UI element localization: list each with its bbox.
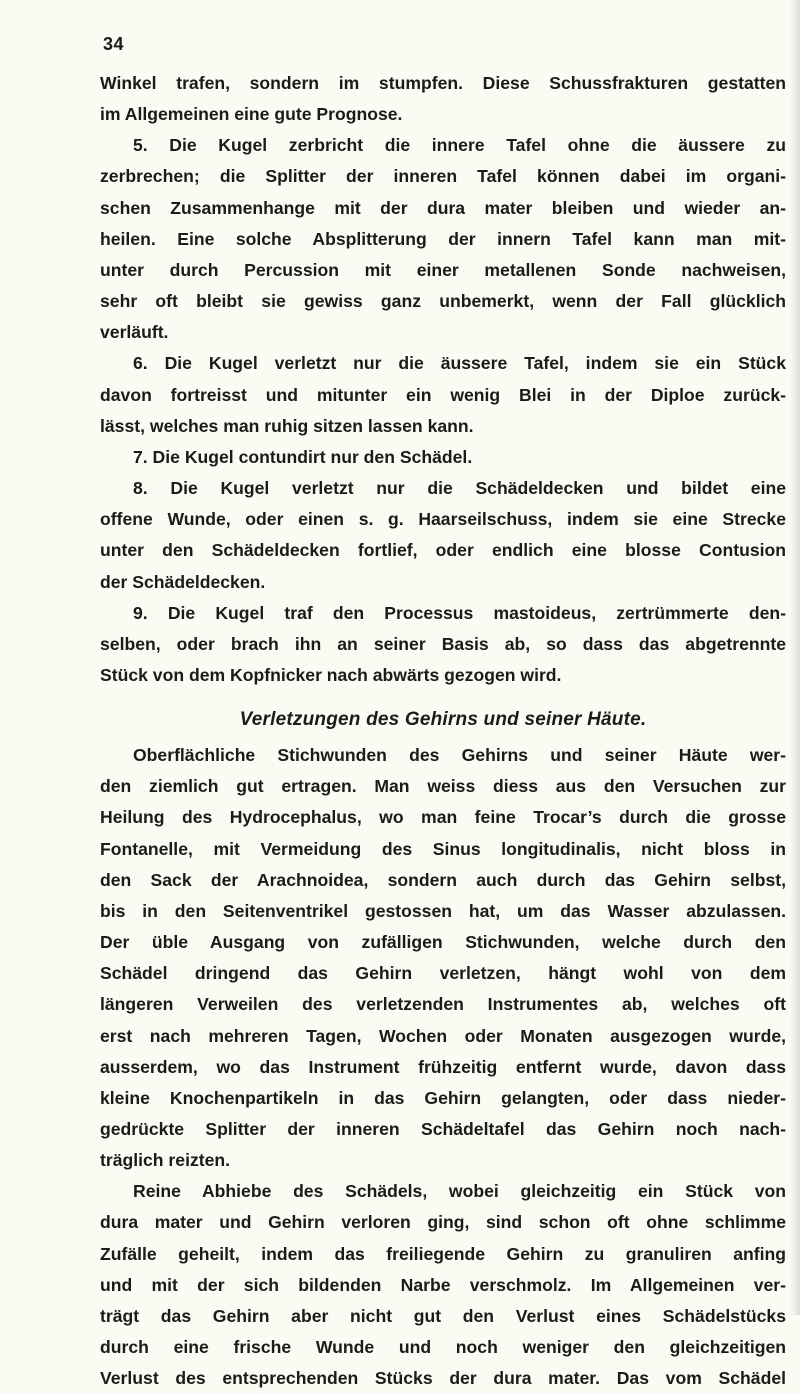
text-line: kleine Knochenpartikeln in das Gehirn gelangten, oder dass nieder- — [100, 1087, 786, 1108]
text-line: Schädel dringend das Gehirn verletzen, hängt wohl von dem — [100, 963, 786, 984]
text-line: unter durch Percussion mit einer metallenen Sonde nachweisen, — [100, 259, 786, 280]
text-line: verläuft. — [100, 322, 169, 343]
text-line: lässt, welches man ruhig sitzen lassen kann. — [100, 415, 474, 436]
text-line: trägt das Gehirn aber nicht gut den Verlust eines Schädelstücks — [100, 1305, 786, 1326]
text-line: Zufälle geheilt, indem das freiliegende Gehirn zu granuliren anfing — [100, 1243, 786, 1264]
text-line: offene Wunde, oder einen s. g. Haarseilschuss, indem sie eine Strecke — [100, 509, 786, 530]
text-line: längeren Verweilen des verletzenden Instrumentes ab, welches oft — [100, 994, 786, 1015]
text-line: Fontanelle, mit Vermeidung des Sinus longitudinalis, nicht bloss in — [100, 838, 786, 859]
text-line: Heilung des Hydrocephalus, wo man feine Trocar’s durch die grosse — [100, 807, 786, 828]
page-edge-shadow — [790, 0, 800, 1315]
text-line: 9. Die Kugel traf den Processus mastoideus, zertrümmerte den- — [133, 602, 786, 623]
paragraph — [100, 740, 786, 1176]
text-line: gedrückte Splitter der inneren Schädeltafel das Gehirn noch nach- — [100, 1119, 786, 1139]
text-line: 6. Die Kugel verletzt nur die äussere Tafel, indem sie ein Stück — [133, 353, 786, 374]
paragraph-item-5 — [100, 130, 786, 348]
text-line: Verlust des entsprechenden Stücks der dura mater. Das vom Schädel — [100, 1368, 786, 1389]
paragraph-item-8 — [100, 473, 786, 598]
text-line: den Sack der Arachnoidea, sondern auch durch das Gehirn selbst, — [100, 869, 786, 890]
text-line: träglich reizten. — [100, 1150, 231, 1171]
text-line: 8. Die Kugel verletzt nur die Schädeldecken und bildet eine — [133, 478, 786, 499]
text-line: Winkel trafen, sondern im stumpfen. Diese Schussfrakturen gestatten — [100, 73, 786, 93]
text-line: erst nach mehreren Tagen, Wochen oder Monaten ausgezogen wurde, — [100, 1025, 786, 1046]
paragraph — [100, 68, 786, 130]
text-line: davon fortreisst und mitunter ein wenig Blei in der Diploe zurück- — [100, 384, 786, 405]
text-line: 5. Die Kugel zerbricht die innere Tafel ohne die äussere zu — [133, 135, 786, 156]
text-line: im Allgemeinen eine gute Prognose. — [100, 104, 403, 125]
text-line: heilen. Eine solche Absplitterung der innern Tafel kann man mit- — [100, 228, 786, 249]
text-line: unter den Schädeldecken fortlief, oder endlich eine blosse Contusion — [100, 540, 786, 561]
text-line: selben, oder brach ihn an seiner Basis ab, so dass das abgetrennte — [100, 633, 786, 654]
text-line: 7. Die Kugel contundirt nur den Schädel. — [133, 446, 473, 467]
text-line: zerbrechen; die Splitter der inneren Tafel können dabei im organi- — [100, 166, 786, 187]
paragraph-item-7 — [100, 442, 786, 473]
paragraph — [100, 1176, 786, 1394]
page-text — [100, 68, 786, 1394]
text-line: Reine Abhiebe des Schädels, wobei gleichzeitig ein Stück von — [133, 1181, 786, 1202]
text-line: dura mater und Gehirn verloren ging, sind schon oft ohne schlimme — [100, 1212, 786, 1233]
section-heading: Verletzungen des Gehirns und seiner Häute. — [239, 709, 647, 731]
text-line: der Schädeldecken. — [100, 571, 266, 592]
text-line: schen Zusammenhange mit der dura mater bleiben und wieder an- — [100, 197, 786, 218]
text-line: Der üble Ausgang von zufälligen Stichwunden, welche durch den — [100, 932, 786, 953]
text-line: Stück von dem Kopfnicker nach abwärts gezogen wird. — [100, 664, 562, 685]
text-line: durch eine frische Wunde und noch weniger den gleichzeitigen — [100, 1337, 786, 1358]
paragraph-item-6 — [100, 348, 786, 441]
text-line: Oberflächliche Stichwunden des Gehirns und seiner Häute wer- — [133, 745, 786, 766]
page-number: 34 — [103, 34, 125, 54]
text-line: und mit der sich bildenden Narbe verschmolz. Im Allgemeinen ver- — [100, 1274, 786, 1295]
text-line: sehr oft bleibt sie gewiss ganz unbemerkt, wenn der Fall glücklich — [100, 291, 786, 312]
text-line: den ziemlich gut ertragen. Man weiss diess aus den Versuchen zur — [100, 776, 786, 797]
text-line: ausserdem, wo das Instrument frühzeitig entfernt wurde, davon dass — [100, 1056, 786, 1077]
paragraph-item-9 — [100, 598, 786, 691]
text-line: bis in den Seitenventrikel gestossen hat, um das Wasser abzulassen. — [100, 900, 786, 921]
